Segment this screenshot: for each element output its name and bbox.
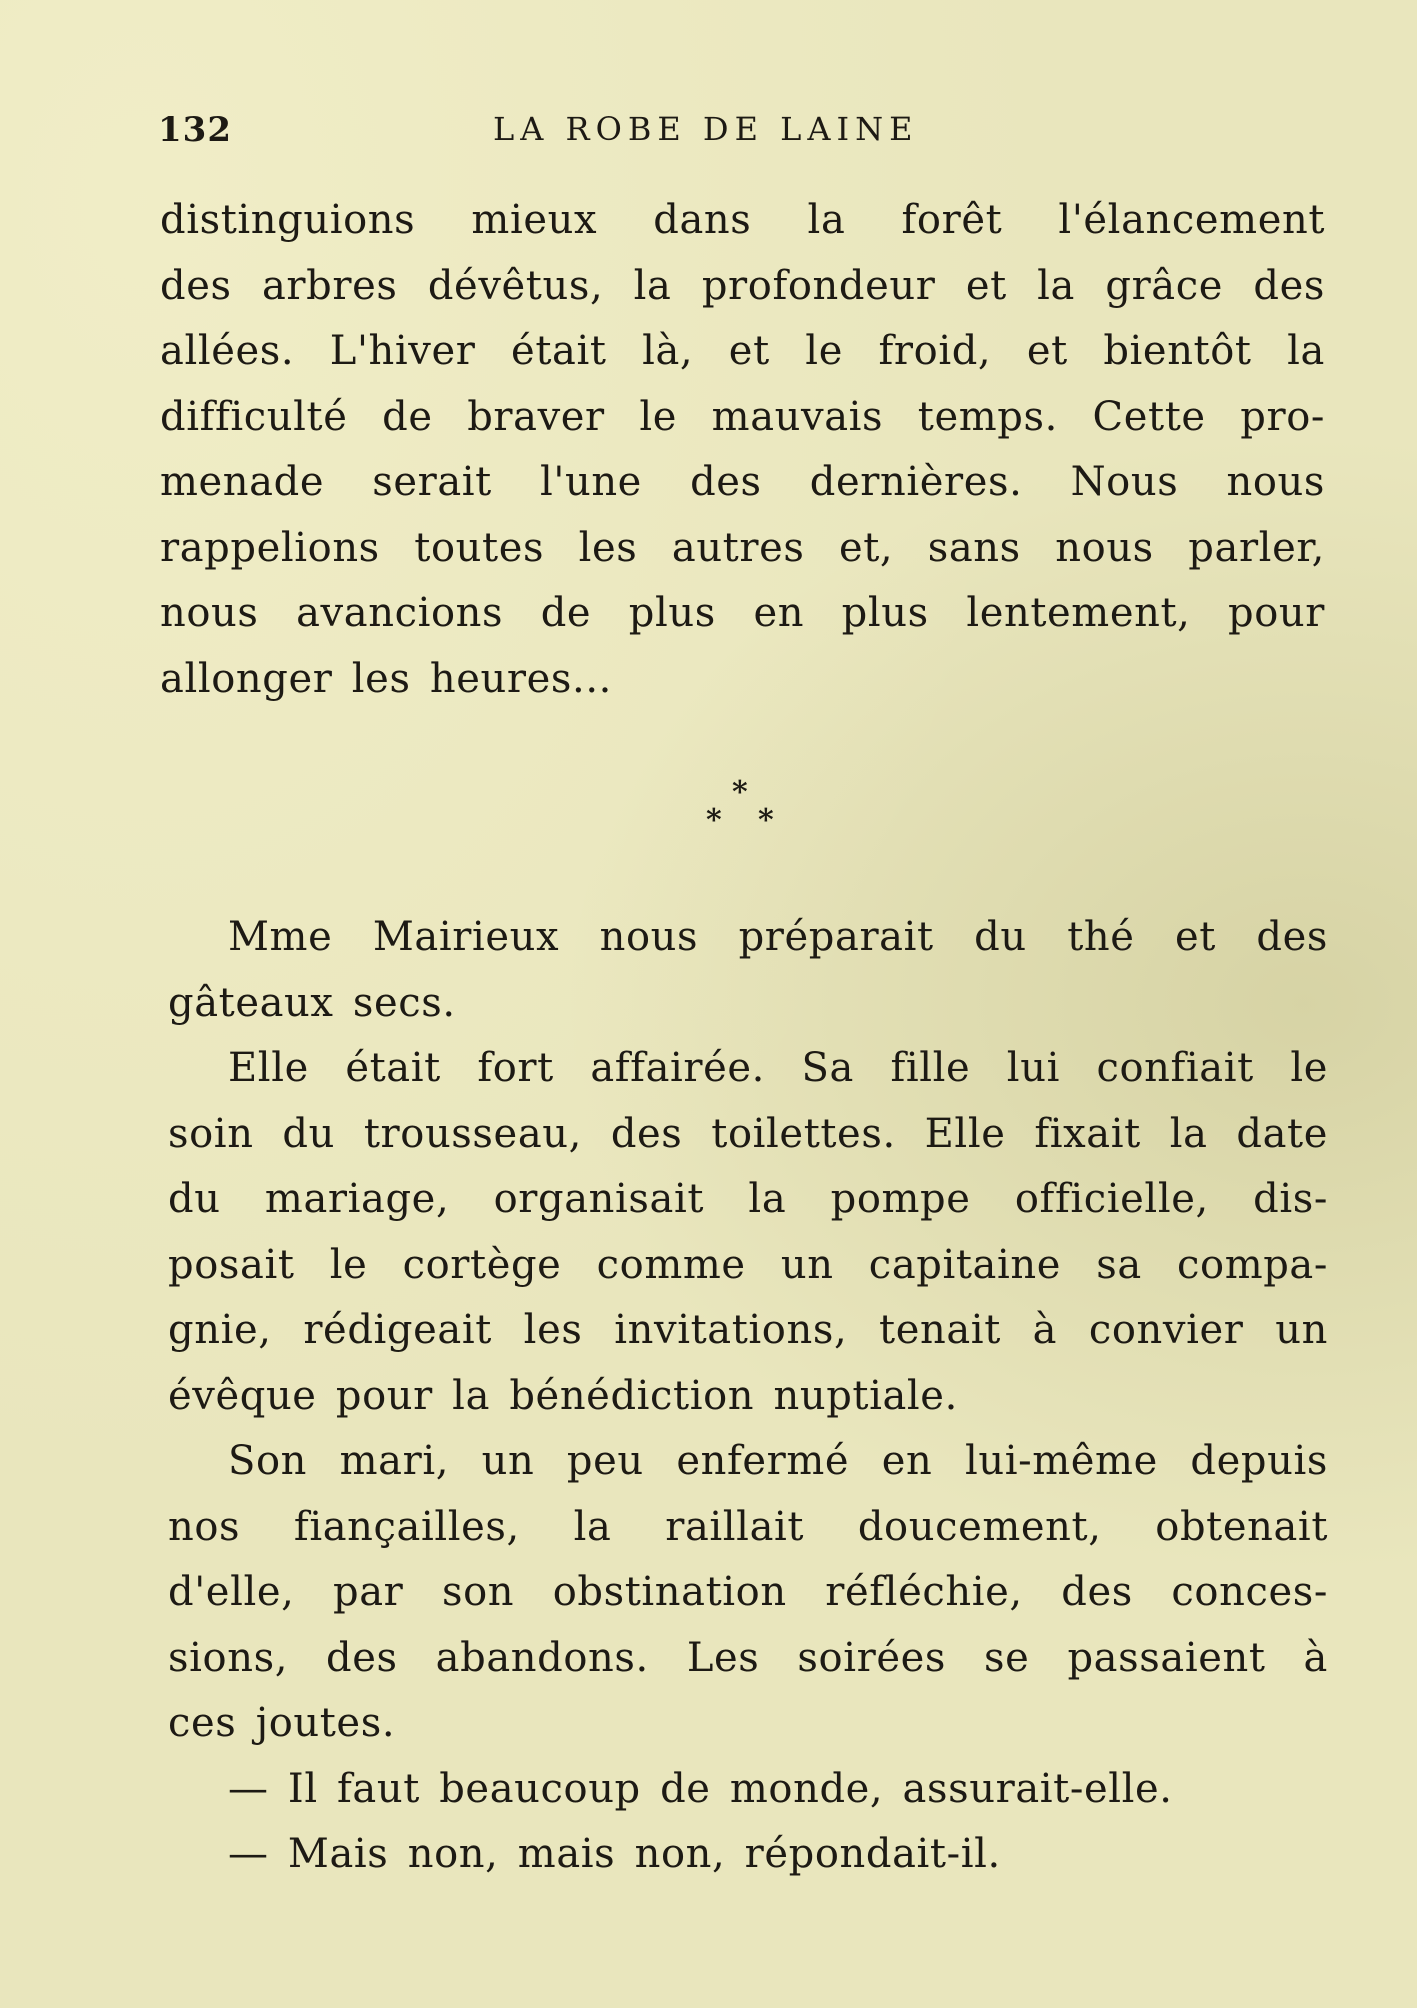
section-break-asterism (700, 775, 790, 845)
page-number: 132 (158, 110, 232, 150)
text-line: gnie, rédigeait les invitations, tenait à convier un (168, 1307, 1328, 1353)
text-line: Mme Mairieux nous préparait du thé et des (228, 914, 1328, 960)
text-line: nous avancions de plus en plus lentement, pour (160, 590, 1325, 636)
text-line: sions, des abandons. Les soirées se passaient à (168, 1634, 1328, 1681)
text-line: nos fiançailles, la raillait doucement, obtenait (168, 1503, 1328, 1550)
text-line: Son mari, un peu enfermé en lui-même depuis (228, 1438, 1328, 1484)
text-line: allées. L'hiver était là, et le froid, et bientôt la (160, 328, 1325, 374)
asterism-star-icon: * (706, 803, 722, 838)
text-line: évêque pour la bénédiction nuptiale. (168, 1372, 958, 1419)
asterism-star-icon: * (732, 775, 748, 810)
text-line: allonger les heures... (160, 655, 612, 702)
asterism-star-icon: * (758, 803, 774, 838)
dialogue-line: — Il faut beaucoup de monde, assurait-elle. (228, 1765, 1173, 1812)
text-line: du mariage, organisait la pompe officielle, dis- (168, 1176, 1328, 1222)
running-title: LA ROBE DE LAINE (493, 110, 919, 148)
text-line: difficulté de braver le mauvais temps. Cette pro- (160, 393, 1325, 440)
text-section-1 (160, 188, 1325, 712)
text-line: rappelions toutes les autres et, sans nous parler, (160, 524, 1325, 571)
text-line: soin du trousseau, des toilettes. Elle fixait la date (168, 1110, 1328, 1157)
text-line: distinguions mieux dans la forêt l'élancement (160, 197, 1325, 243)
text-line: Elle était fort affairée. Sa fille lui confiait le (228, 1045, 1328, 1091)
text-line: ces joutes. (168, 1700, 396, 1746)
dialogue-line: — Mais non, mais non, répondait-il. (228, 1831, 1001, 1877)
text-line: posait le cortège comme un capitaine sa compa- (168, 1241, 1328, 1288)
text-line: gâteaux secs. (168, 979, 456, 1026)
text-section-2 (168, 905, 1328, 1888)
text-line: d'elle, par son obstination réfléchie, des conces- (168, 1569, 1328, 1615)
page-header (158, 110, 1328, 160)
text-line: des arbres dévêtus, la profondeur et la grâce des (160, 262, 1325, 309)
text-line: menade serait l'une des dernières. Nous nous (160, 459, 1325, 505)
